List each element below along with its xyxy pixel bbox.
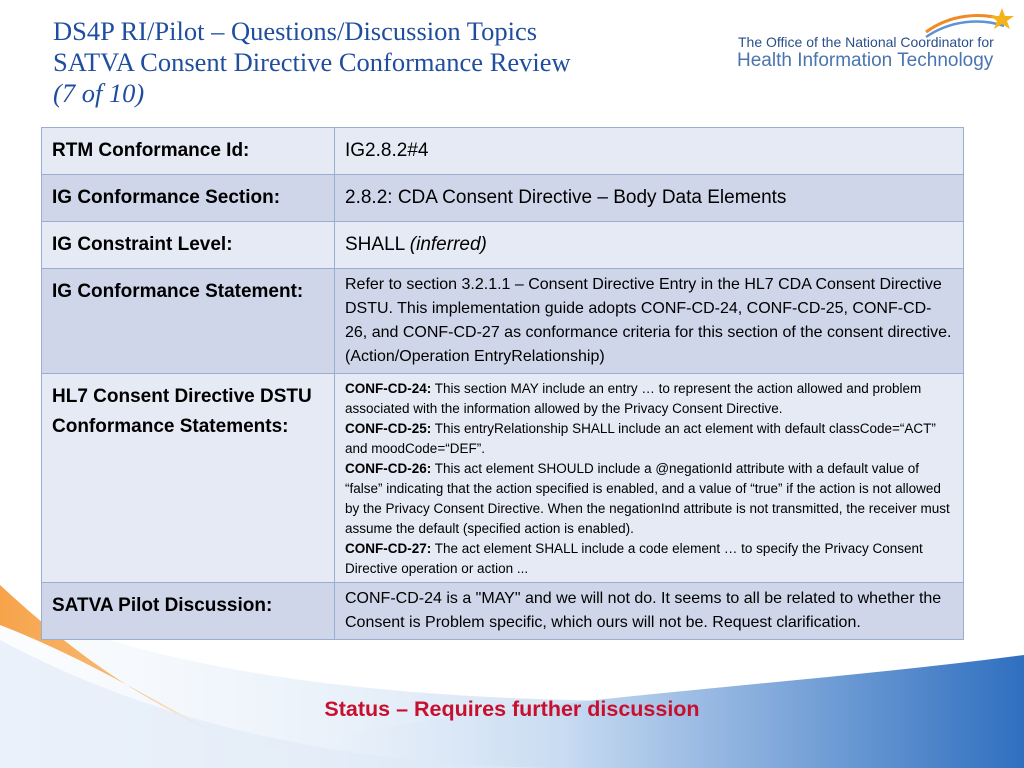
row-value [335,222,964,269]
conformance-statement [345,379,953,419]
constraint-level: SHALL [345,234,405,255]
row-label: HL7 Consent Directive DSTU Conformance Statements: [42,374,335,583]
statement-text: This entryRelationship SHALL include an act element with default classCode=“ACT” and moodCode=“DEF”. [345,421,936,456]
statement-id: CONF-CD-24: [345,381,432,396]
constraint-note: (inferred) [409,234,487,255]
row-label: IG Conformance Section: [42,175,335,222]
status-text: Status – Requires further discussion [324,697,700,721]
table-row [42,175,964,222]
statement-id: CONF-CD-27: [345,541,432,556]
slide-title [53,16,571,109]
title-line-3: (7 of 10) [53,78,145,108]
logo-text-line-2: Health Information Technology [737,50,994,71]
table-row [42,374,964,583]
statement-text: This section MAY include an entry … to represent the action allowed and problem associated with the information allowed by the Privacy Consent Directive. [345,381,922,416]
conformance-statement [345,539,953,579]
row-value: 2.8.2: CDA Consent Directive – Body Data Elements [335,175,964,222]
logo-text-line-1: The Office of the National Coordinator for [738,34,994,50]
row-label: RTM Conformance Id: [42,128,335,175]
statement-text: This act element SHOULD include a @negationId attribute with a default value of “false” indicating that the action specified is enabled, and a value of “true” if the action is not allowed by the Privacy Consent Directive. When the negationInd attribute is not transmitted, the receiver must assume the default (specified action is enabled). [345,461,950,536]
row-label: IG Constraint Level: [42,222,335,269]
table-row [42,583,964,640]
row-label: IG Conformance Statement: [42,269,335,374]
statement-text: The act element SHALL include a code element … to specify the Privacy Consent Directive operation or action ... [345,541,923,576]
row-value: IG2.8.2#4 [335,128,964,175]
statement-id: CONF-CD-25: [345,421,432,436]
row-value: Refer to section 3.2.1.1 – Consent Directive Entry in the HL7 CDA Consent Directive DSTU. This implementation guide adopts CONF-CD-24, CONF-CD-25, CONF-CD-26, and CONF-CD-27 as conformance criteria for this section of the consent directive. (Action/Operation EntryRelationship) [335,269,964,374]
conformance-statement [345,459,953,539]
table-row [42,128,964,175]
conformance-table [41,127,964,640]
conformance-statement [345,419,953,459]
onc-logo [736,6,1018,74]
title-line-2: SATVA Consent Directive Conformance Review [53,47,571,77]
statement-id: CONF-CD-26: [345,461,432,476]
row-value [335,374,964,583]
row-value: CONF-CD-24 is a "MAY" and we will not do. It seems to all be related to whether the Consent is Problem specific, which ours will not be. Request clarification. [335,583,964,640]
row-label: SATVA Pilot Discussion: [42,583,335,640]
title-line-1: DS4P RI/Pilot – Questions/Discussion Topics [53,16,538,46]
table-row [42,222,964,269]
table-row [42,269,964,374]
